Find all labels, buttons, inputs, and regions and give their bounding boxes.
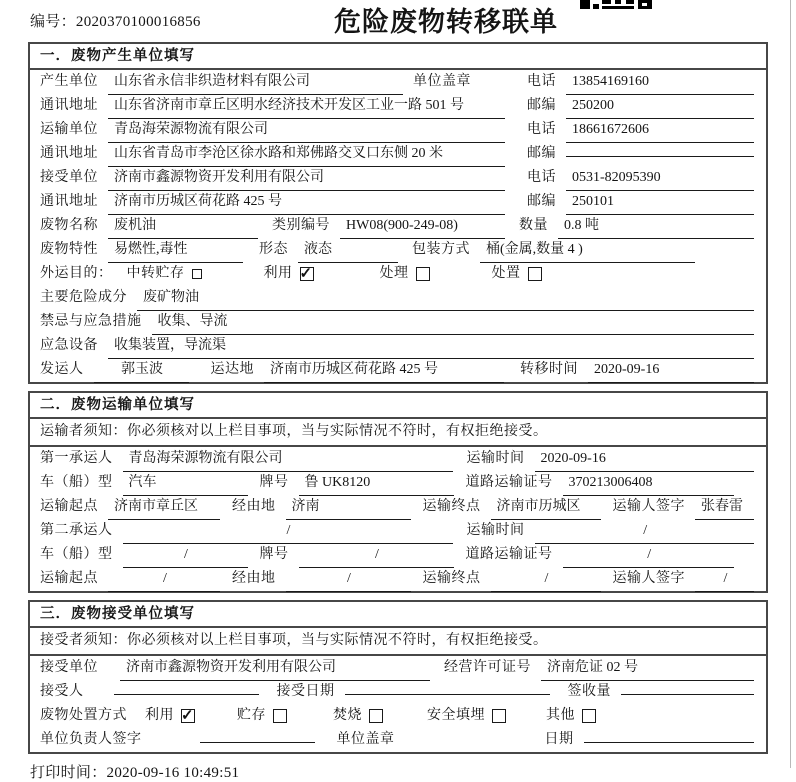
waste-name-label: 废物名称 (40, 218, 98, 233)
carrier1-name: 青岛海荣源物流有限公司 (123, 447, 453, 472)
transport-time-1: 2020-09-16 (535, 447, 755, 472)
receive-date (345, 693, 550, 695)
carrier-signature-1: 张春雷 (695, 495, 754, 520)
quantity-label: 数量 (519, 218, 548, 233)
disposal-recycle-label: 利用 (145, 708, 174, 723)
shipper-label: 发运人 (40, 362, 84, 377)
first-carrier-row (30, 447, 766, 471)
recycle-label: 利用 (263, 266, 293, 281)
plate-label: 牌号 (259, 547, 289, 562)
print-time-line (30, 761, 796, 782)
receiving-unit-row (30, 656, 766, 680)
unit-seal-label: 单位盖章 (336, 732, 395, 747)
recipient-row (30, 680, 766, 704)
unit-seal-label: 单位盖章 (413, 74, 471, 89)
print-time-value: 2020-09-16 10:49:51 (106, 765, 240, 781)
producer-row (30, 70, 766, 94)
emergency-measures-row (30, 310, 766, 334)
print-time-label: 打印时间： (30, 765, 107, 781)
disposal-label: 处置 (491, 266, 521, 281)
transport-time-label: 运输时间 (466, 523, 525, 538)
disposal-landfill-label: 安全填埋 (427, 708, 485, 723)
vehicle-type-label: 车（船）型 (40, 475, 113, 490)
hazard-value: 废矿物油 (137, 286, 754, 311)
date-label: 日期 (544, 732, 574, 747)
carrier-sign-label: 运输人签字 (612, 499, 685, 514)
category-label: 类别编号 (272, 218, 330, 233)
route-row-2 (30, 567, 766, 591)
receiver-address-row (30, 190, 766, 214)
origin-2: / (108, 567, 220, 592)
plate-number-1: 鲁 UK8120 (299, 471, 454, 496)
physical-form: 液态 (298, 238, 398, 263)
category-code: HW08(900-249-08) (340, 214, 505, 239)
emergency-equipment-row (30, 334, 766, 358)
disposal-method-label: 废物处置方式 (40, 708, 127, 723)
receiver-row (30, 166, 766, 190)
disposal-recycle-checkbox (181, 709, 195, 723)
characteristics-value: 易燃性,毒性 (108, 238, 243, 263)
section-2-transporter (28, 391, 768, 593)
taboo-value: 收集、导流 (152, 310, 755, 335)
road-permit-label: 道路运输证号 (465, 547, 553, 562)
section-3-header: 三．废物接受单位填写 (30, 602, 766, 628)
disposal-incinerate-checkbox (369, 709, 383, 723)
equipment-value: 收集装置，导流渠 (108, 334, 754, 359)
disposal-incinerate-label: 焚烧 (333, 708, 362, 723)
road-permit-label: 道路运输证号 (465, 475, 553, 490)
disposal-storage-label: 贮存 (237, 708, 266, 723)
producer-address-row (30, 94, 766, 118)
transporter-label: 运输单位 (40, 122, 98, 137)
zip-label: 邮编 (527, 194, 556, 209)
form-label: 形态 (259, 242, 288, 257)
receiver-name: 济南市鑫源物资开发利用有限公司 (108, 166, 505, 191)
transfer-purpose-row (30, 262, 766, 286)
second-carrier-row (30, 519, 766, 543)
carrier-signature-2: / (695, 567, 754, 592)
terminus-label: 运输终点 (422, 499, 481, 514)
hazard-label: 主要危险成分 (40, 290, 127, 305)
serial-number: 2020370100016856 (75, 14, 201, 30)
via-2: / (286, 567, 411, 592)
receiver-address: 济南市历城区荷花路 425 号 (108, 190, 505, 215)
responsible-label: 单位负责人签字 (40, 732, 142, 747)
destination-label: 运达地 (210, 362, 254, 377)
disposal-other-label: 其他 (546, 708, 575, 723)
purpose-label: 外运目的： (40, 266, 113, 281)
address-label: 通讯地址 (40, 194, 98, 209)
transit-storage-checkbox (192, 269, 202, 279)
responsible-signature-row (30, 728, 766, 752)
packing-label: 包装方式 (412, 242, 470, 257)
transporter-notice: 运输者须知：你必须核对以上栏目事项，当与实际情况不符时，有权拒绝接受。 (30, 419, 766, 447)
transporter-name: 青岛海荣源物流有限公司 (108, 118, 505, 143)
vehicle-type-1: 汽车 (123, 471, 248, 496)
terminus-label: 运输终点 (422, 571, 481, 586)
form-header (0, 0, 796, 42)
form-title: 危险废物转移联单 (334, 7, 558, 37)
main-hazard-row (30, 286, 766, 310)
recycle-checkbox (300, 267, 314, 281)
producer-phone: 13854169160 (566, 70, 754, 95)
qr-code-fragment (580, 0, 654, 11)
signed-qty (621, 693, 754, 695)
receiving-unit-name: 济南市鑫源物资开发利用有限公司 (120, 656, 430, 681)
characteristics-label: 废物特性 (40, 242, 98, 257)
receiving-unit-label: 接受单位 (40, 660, 98, 675)
disposal-method-row (30, 704, 766, 728)
terminus-2: / (491, 567, 601, 592)
recipient-label: 接受人 (40, 684, 84, 699)
transporter-zip (566, 155, 754, 157)
section-3-receiver (28, 600, 768, 754)
receive-date-label: 接受日期 (276, 684, 335, 699)
road-permit-1: 370213006408 (563, 471, 735, 496)
phone-label: 电话 (527, 74, 556, 89)
disposal-storage-checkbox (273, 709, 287, 723)
section-1-producer (28, 42, 768, 384)
disposal-checkbox (528, 267, 542, 281)
carrier2-name: / (123, 519, 453, 544)
via-1: 济南 (286, 495, 411, 520)
treatment-label: 处理 (379, 266, 409, 281)
receiver-zip: 250101 (566, 190, 754, 215)
transporter-address: 山东省青岛市李沧区徐水路和郑佛路交叉口东侧 20 米 (108, 142, 505, 167)
transport-time-label: 运输时间 (466, 451, 525, 466)
address-label: 通讯地址 (40, 146, 98, 161)
road-permit-2: / (563, 543, 735, 568)
serial-line (30, 10, 201, 31)
destination-value: 济南市历城区荷花路 425 号 (264, 358, 504, 383)
treatment-checkbox (416, 267, 430, 281)
address-label: 通讯地址 (40, 98, 98, 113)
transporter-phone: 18661672606 (566, 118, 754, 143)
producer-label: 产生单位 (40, 74, 98, 89)
transporter-address-row (30, 142, 766, 166)
section-2-header: 二．废物运输单位填写 (30, 393, 766, 419)
transfer-time-label: 转移时间 (520, 362, 578, 377)
vehicle-row-2 (30, 543, 766, 567)
phone-label: 电话 (527, 122, 556, 137)
signed-qty-label: 签收量 (567, 684, 611, 699)
receiver-notice: 接受者须知：你必须核对以上栏目事项，当与实际情况不符时，有权拒绝接受。 (30, 628, 766, 656)
carrier1-label: 第一承运人 (40, 451, 113, 466)
transfer-date: 2020-09-16 (588, 358, 754, 383)
transporter-row (30, 118, 766, 142)
origin-1: 济南市章丘区 (108, 495, 220, 520)
transit-storage-label: 中转贮存 (126, 266, 185, 281)
vehicle-type-label: 车（船）型 (40, 547, 113, 562)
section-1-header: 一．废物产生单位填写 (30, 44, 766, 70)
license-number: 济南危证 02 号 (541, 656, 754, 681)
route-row-1 (30, 495, 766, 519)
vehicle-type-2: / (123, 543, 248, 568)
disposal-other-checkbox (582, 709, 596, 723)
plate-number-2: / (299, 543, 454, 568)
disposal-landfill-checkbox (492, 709, 506, 723)
via-label: 经由地 (232, 571, 276, 586)
shipper-row (30, 358, 766, 382)
quantity-value: 0.8 吨 (558, 214, 754, 239)
receiver-label: 接受单位 (40, 170, 98, 185)
phone-label: 电话 (527, 170, 556, 185)
vehicle-row-1 (30, 471, 766, 495)
zip-label: 邮编 (527, 98, 556, 113)
carrier-sign-label: 运输人签字 (612, 571, 685, 586)
producer-name: 山东省永信非织造材料有限公司 (108, 70, 403, 95)
zip-label: 邮编 (527, 146, 556, 161)
responsible-signature (200, 741, 315, 743)
via-label: 经由地 (232, 499, 276, 514)
taboo-label: 禁忌与应急措施 (40, 314, 142, 329)
seal-date (584, 741, 755, 743)
scan-edge-line (790, 0, 791, 768)
producer-zip: 250200 (566, 94, 754, 119)
license-label: 经营许可证号 (444, 660, 531, 675)
producer-address: 山东省济南市章丘区明水经济技术开发区工业一路 501 号 (108, 94, 505, 119)
waste-name-row (30, 214, 766, 238)
packing-value: 桶(金属,数量 4 ) (480, 238, 695, 263)
origin-label: 运输起点 (40, 499, 98, 514)
terminus-1: 济南市历城区 (491, 495, 601, 520)
equipment-label: 应急设备 (40, 338, 98, 353)
shipper-name: 郭玉波 (94, 358, 189, 383)
carrier2-label: 第二承运人 (40, 523, 113, 538)
origin-label: 运输起点 (40, 571, 98, 586)
serial-label: 编号： (30, 14, 76, 30)
recipient-name (114, 693, 259, 695)
plate-label: 牌号 (259, 475, 289, 490)
receiver-phone: 0531-82095390 (566, 166, 754, 191)
waste-name: 废机油 (108, 214, 258, 239)
transport-time-2: / (535, 519, 755, 544)
waste-characteristics-row (30, 238, 766, 262)
